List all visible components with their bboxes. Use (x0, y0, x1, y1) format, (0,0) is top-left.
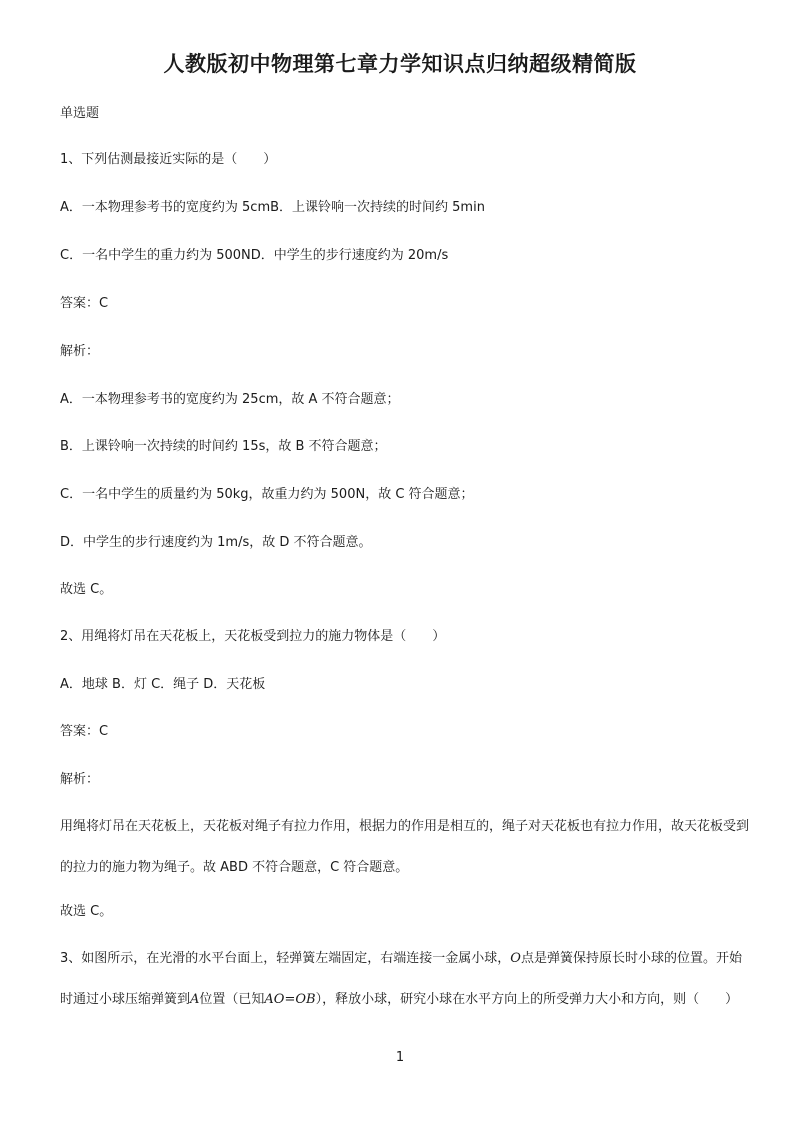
question-2-stem: 2、用绳将灯吊在天花板上，天花板受到拉力的施力物体是（ ） (60, 629, 446, 644)
question-2-conclusion: 故选 C。 (60, 904, 113, 919)
question-1-answer: 答案：C (60, 296, 109, 311)
question-1-analysis-d: D．中学生的步行速度约为 1m/s，故 D 不符合题意。 (60, 535, 372, 550)
question-3-stem-part4: ），释放小球，研究小球在水平方向上的所受弹力大小和方向，则（ ） (315, 992, 739, 1007)
question-2-analysis-label: 解析： (60, 772, 100, 787)
question-1-analysis-b: B．上课铃响一次持续的时间约 15s，故 B 不符合题意； (60, 439, 387, 454)
question-3-stem-part1: 3、如图所示，在光滑的水平台面上，轻弹簧左端固定，右端连接一金属小球， (60, 951, 511, 966)
point-a-label: A (190, 992, 200, 1007)
question-3-stem (60, 938, 750, 1020)
question-1-conclusion: 故选 C。 (60, 582, 113, 597)
ao-ob-label: AO=OB (264, 992, 316, 1007)
question-2-options: A．地球 B．灯 C．绳子 D．天花板 (60, 677, 266, 692)
point-o-label: O (510, 951, 521, 966)
question-3-stem-part2: 点是弹簧保持原长时小球的位置。开始时通过小球压缩弹簧到 (60, 951, 742, 1007)
question-1-analysis-a: A．一本物理参考书的宽度约为 25cm，故 A 不符合题意； (60, 392, 400, 407)
document-title: 人教版初中物理第七章力学知识点归纳超级精简版 (163, 52, 637, 76)
question-2-analysis-text: 用绳将灯吊在天花板上，天花板对绳子有拉力作用，根据力的作用是相互的，绳子对天花板也有拉力作用，故天花板受到的拉力的施力物为绳子。故 ABD 不符合题意，C 符合题意。 (60, 819, 750, 875)
section-heading: 单选题 (60, 106, 100, 121)
question-3-stem-part3: 位置（已知 (199, 992, 265, 1007)
question-1-analysis-c: C．一名中学生的质量约为 50kg，故重力约为 500N，故 C 符合题意； (60, 487, 474, 502)
question-1-option-cd: C．一名中学生的重力约为 500ND．中学生的步行速度约为 20m/s (60, 248, 449, 263)
page-number: 1 (395, 1050, 405, 1065)
question-1-option-ab: A．一本物理参考书的宽度约为 5cmB．上课铃响一次持续的时间约 5min (60, 200, 485, 215)
question-1-analysis-label: 解析： (60, 344, 100, 359)
question-1-stem: 1、下列估测最接近实际的是（ ） (60, 152, 277, 167)
question-2-answer: 答案：C (60, 724, 109, 739)
